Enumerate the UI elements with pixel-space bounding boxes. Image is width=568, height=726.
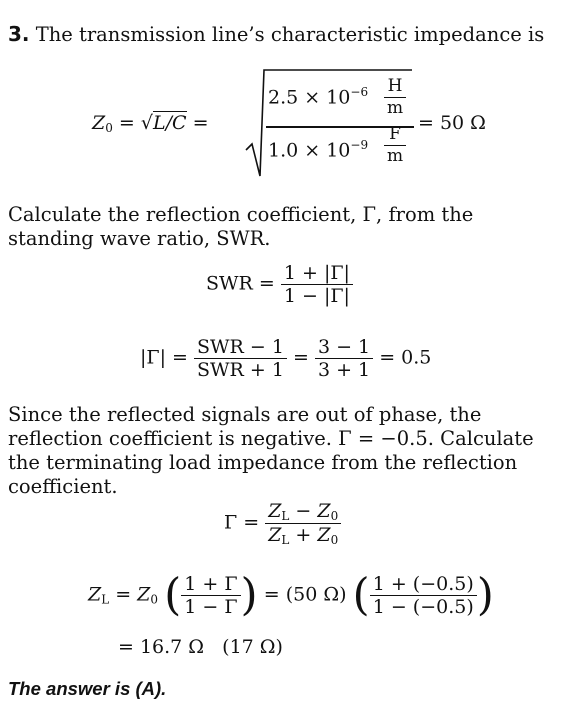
z0-equation-lhs (92, 112, 209, 135)
zl-equation (88, 569, 494, 621)
sqrt-symbol: √ (140, 112, 153, 134)
answer-statement: The answer is (A). (8, 678, 167, 699)
gamma-mag-lhs: |Γ| = (140, 346, 188, 369)
swr-denominator: 1 − |Γ| (283, 285, 350, 307)
equals-sign: = (293, 346, 309, 369)
farad-unit: F (384, 124, 406, 146)
zl-symbol: Z (88, 583, 102, 606)
plus-z0: + Z (289, 524, 331, 546)
swr-fraction (281, 262, 353, 307)
inductance-value: 2.5 × 10 (268, 86, 351, 109)
z0-subscript: 0 (150, 592, 159, 607)
zl-substitution: = (50 Ω) (263, 583, 347, 606)
zl-subscript: L (101, 592, 110, 607)
zl-f1-numerator: 1 + Γ (181, 573, 240, 596)
fraction1-denominator: SWR + 1 (197, 359, 284, 381)
equals-sign: = (118, 112, 141, 134)
z0-subscript: 0 (330, 533, 339, 547)
z0-symbol: Z (92, 112, 106, 134)
zl-subscript: L (281, 533, 290, 547)
swr-lhs: SWR = (206, 272, 275, 295)
inductance-exponent: −6 (350, 85, 369, 99)
gamma-def-lhs: Γ = (224, 511, 260, 534)
phase-paragraph: Since the reflected signals are out of phase, the reflection coefficient is negative. Γ = −0.5. Calculate the terminating load impedance from the reflection coefficient. (8, 403, 534, 498)
zl-f1-denominator: 1 − Γ (184, 596, 238, 618)
sqrt-lc: L/C (152, 112, 187, 134)
swr-equation (206, 262, 353, 307)
fraction1-numerator: SWR − 1 (194, 336, 287, 359)
fraction2-numerator: 3 − 1 (315, 336, 373, 359)
meter-unit: m (386, 98, 404, 118)
gamma-mag-result: = 0.5 (379, 346, 432, 369)
equals-z0: = Z (109, 583, 151, 606)
minus-z0: − Z (289, 500, 331, 522)
gamma-mag-fraction-2 (315, 336, 373, 381)
right-paren: ) (240, 569, 258, 621)
zl-symbol: Z (268, 500, 282, 522)
problem-intro-text: The transmission line’s characteristic impedance is (35, 23, 545, 46)
z0-subscript: 0 (105, 121, 113, 135)
inductance-unit (384, 76, 406, 118)
fraction2-denominator: 3 + 1 (317, 359, 371, 381)
problem-number: 3. (8, 22, 30, 46)
meter-unit: m (386, 146, 404, 166)
gamma-mag-fraction-1 (194, 336, 287, 381)
z0-numerator (268, 85, 368, 108)
zl-fraction-1 (181, 573, 240, 618)
right-paren: ) (476, 569, 494, 621)
z0-subscript: 0 (330, 509, 339, 523)
zl-subscript: L (281, 509, 290, 523)
capacitance-value: 1.0 × 10 (268, 139, 351, 162)
zl-fraction-2 (370, 573, 477, 618)
z0-denominator (268, 138, 368, 161)
gamma-definition-equation (224, 500, 341, 547)
gamma-def-numerator (265, 500, 341, 524)
zl-f2-numerator: 1 + (−0.5) (370, 573, 477, 596)
left-paren: ( (164, 569, 182, 621)
problem-intro (8, 22, 560, 47)
zl-result: = 16.7 Ω (17 Ω) (118, 636, 283, 658)
gamma-magnitude-equation (140, 336, 431, 381)
zl-symbol: Z (268, 524, 282, 546)
gamma-def-fraction (265, 500, 341, 547)
swr-numerator: 1 + |Γ| (281, 262, 353, 285)
left-paren: ( (352, 569, 370, 621)
capacitance-exponent: −9 (350, 138, 369, 152)
reflection-paragraph: Calculate the reflection coefficient, Γ, from the standing wave ratio, SWR. (8, 203, 474, 250)
capacitance-unit (384, 124, 406, 166)
henry-unit: H (384, 76, 406, 98)
gamma-def-denominator (265, 524, 341, 547)
z0-result: = 50 Ω (418, 112, 486, 134)
equals-sign: = (192, 112, 209, 134)
zl-f2-denominator: 1 − (−0.5) (372, 596, 474, 618)
